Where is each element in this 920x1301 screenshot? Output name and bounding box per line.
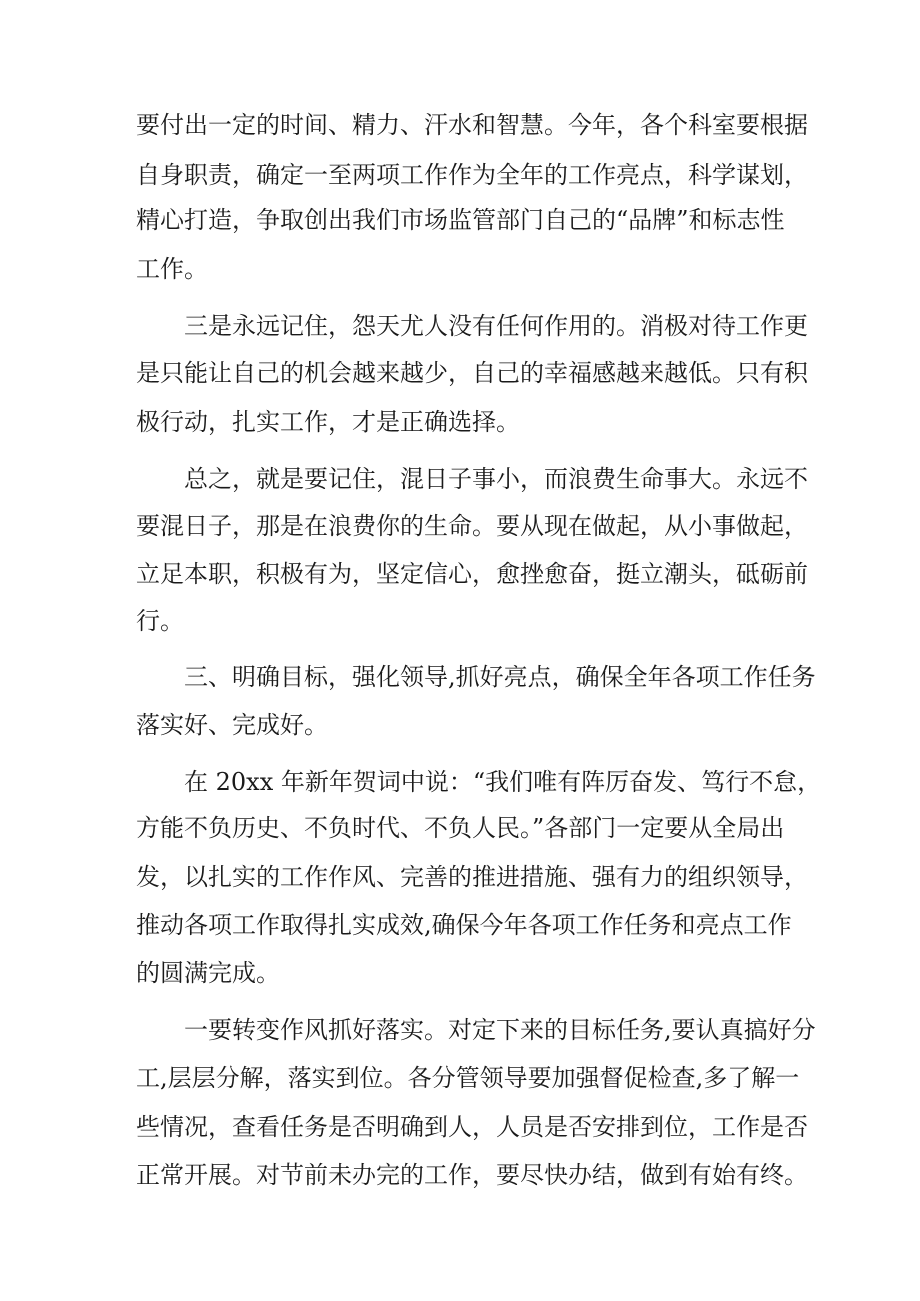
text-line: 自身职责，确定一至两项工作作为全年的工作亮点，科学谋划，: [136, 161, 808, 189]
text-line: 极行动，扎实工作，才是正确选择。: [136, 408, 520, 436]
text-line: 在 20xx 年新年贺词中说：“我们唯有阵厉奋发、笃行不怠，: [184, 768, 822, 796]
text-line: 推动各项工作取得扎实成效,确保今年各项工作任务和亮点工作: [136, 911, 792, 939]
text-line: 三是永远记住，怨天尤人没有任何作用的。消极对待工作更: [184, 312, 808, 340]
text-line: 一要转变作风抓好落实。对定下来的目标任务,要认真搞好分: [184, 1016, 816, 1044]
text-line: 方能不负历史、不负时代、不负人民。”各部门一定要从全局出: [136, 814, 785, 842]
text-line: 三、明确目标，强化领导,抓好亮点，确保全年各项工作任务: [184, 663, 816, 691]
text-line: 立足本职，积极有为，坚定信心，愈挫愈奋，挺立潮头，砥砺前: [136, 560, 808, 588]
text-line: 工,层层分解，落实到位。各分管领导要加强督促检查,多了解一: [136, 1064, 800, 1092]
text-line: 要混日子，那是在浪费你的生命。要从现在做起，从小事做起，: [136, 512, 808, 540]
text-line: 发，以扎实的工作作风、完善的推进措施、强有力的组织领导，: [136, 863, 808, 891]
text-line: 工作。: [136, 255, 208, 283]
text-line: 精心打造，争取创出我们市场监管部门自己的“品牌”和标志性: [136, 206, 785, 234]
text-line: 正常开展。对节前未办完的工作，要尽快办结，做到有始有终。: [136, 1161, 808, 1189]
text-line: 落实好、完成好。: [136, 711, 328, 739]
text-line: 要付出一定的时间、精力、汗水和智慧。今年，各个科室要根据: [136, 111, 808, 139]
text-line: 是只能让自己的机会越来越少，自己的幸福感越来越低。只有积: [136, 359, 808, 387]
text-line: 的圆满完成。: [136, 959, 280, 987]
text-line: 总之，就是要记住，混日子事小，而浪费生命事大。永远不: [184, 465, 808, 493]
text-line: 行。: [136, 607, 184, 635]
text-line: 些情况，查看任务是否明确到人，人员是否安排到位，工作是否: [136, 1113, 808, 1141]
